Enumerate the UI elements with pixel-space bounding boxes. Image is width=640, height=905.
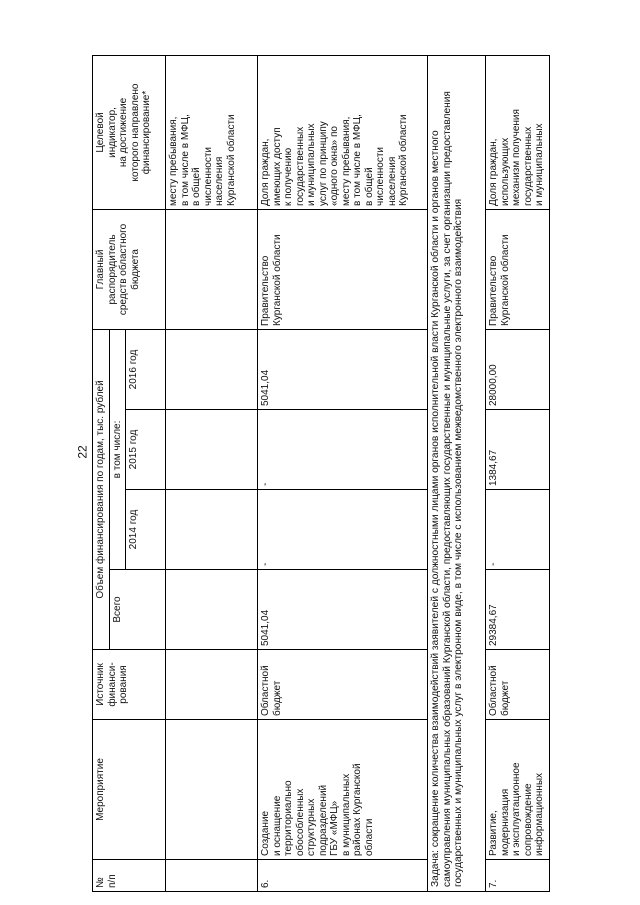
row7-num: 7.	[486, 860, 550, 892]
table-row-6	[258, 55, 428, 891]
row7-manager: Правительство Курганской области	[486, 209, 550, 329]
header-row-1	[93, 55, 110, 891]
row6-2016: 5041,04	[258, 329, 428, 409]
row6-2015: -	[258, 410, 428, 490]
row6-event: Создание и оснащение территориально обособленных структурных подразделений ГБУ «МФЦ» в муниципальных районах Курганской области	[258, 720, 428, 860]
header-total: Всего	[109, 570, 166, 650]
row7-source: Областной бюджет	[486, 650, 550, 720]
page-number: 22	[75, 445, 90, 459]
table-row-continuation	[166, 55, 258, 891]
rotated-table-container	[92, 56, 545, 892]
row7-2016: 28000,00	[486, 329, 550, 409]
row6-indicator: Доля граждан, имеющих доступ к получению государственных и муниципальных услуг по принципу «одного окна» по месту пребывания, в том числе в МФЦ, в общей численности населения Курганской области	[258, 55, 428, 209]
header-2016: 2016 год	[126, 329, 166, 409]
header-event: Мероприятие	[93, 720, 166, 860]
header-2014: 2014 год	[126, 490, 166, 570]
financing-table	[92, 55, 550, 892]
row6-manager: Правительство Курганской области	[258, 209, 428, 329]
header-source: Источник финанси- рования	[93, 650, 166, 720]
row7-indicator: Доля граждан, использующих механизм получения государственных и муниципальных	[486, 55, 550, 209]
header-volume: Объем финансирования по годам, тыс. рублей	[93, 329, 110, 649]
row7-2015: 1384,67	[486, 410, 550, 490]
row6-num: 6.	[258, 860, 428, 892]
header-including: в том числе:	[109, 329, 126, 569]
header-manager: Главный распорядитель средств областного бюджета	[93, 209, 166, 329]
cont-indicator: месту пребывания, в том числе в МФЦ, в общей численности населения Курганской области	[166, 55, 258, 209]
header-indicator: Целевой индикатор, на достижение которого направлено финансирование*	[93, 55, 166, 209]
header-2015: 2015 год	[126, 410, 166, 490]
row7-2014: -	[486, 490, 550, 570]
row6-2014: -	[258, 490, 428, 570]
task-row	[428, 55, 486, 891]
task-text: Задача: сокращение количества взаимодействий заявителей с должностными лицами органов исполнительной власти Курганской области и органов местного самоуправления муниципальных образований Курганской области, предоставляющих государственные и муниципальные услуги, за счет организации предоставления государственных и муниципальных услуг в электронном виде, в том числе с использованием межведомственного электронного взаимодействия	[428, 55, 486, 891]
row6-source: Областной бюджет	[258, 650, 428, 720]
table-row-7	[486, 55, 550, 891]
row6-total: 5041,04	[258, 570, 428, 650]
row7-total: 29384,67	[486, 570, 550, 650]
header-num: № п/п	[93, 860, 166, 892]
row7-event: Развитие, модернизация и эксплуатационное сопровождение информационных	[486, 720, 550, 860]
